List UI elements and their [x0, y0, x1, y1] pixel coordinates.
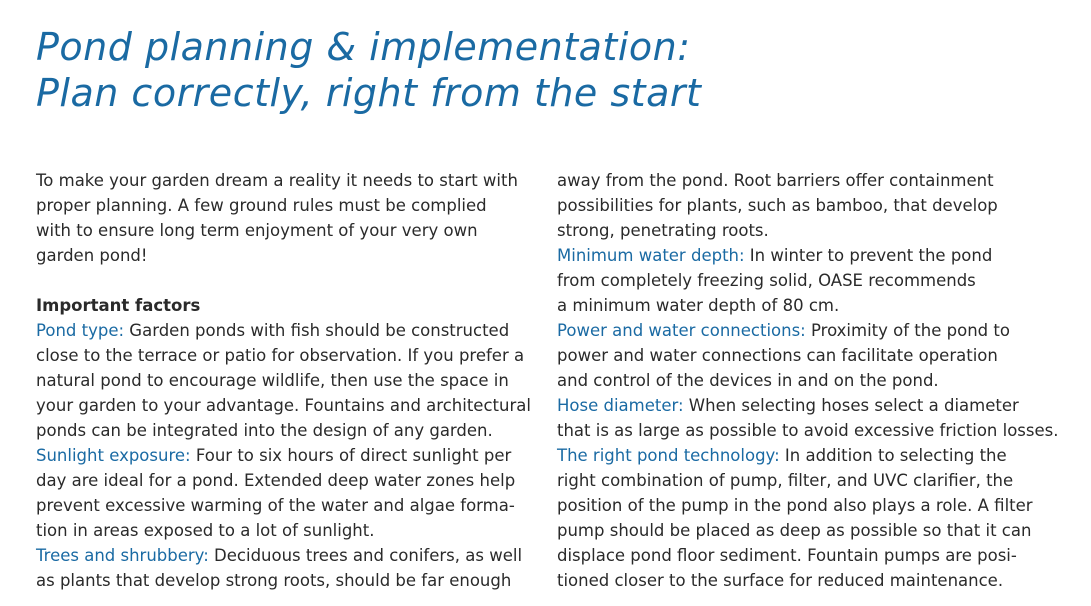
technology-paragraph-start [557, 443, 1077, 468]
hose-term: Hose diameter: [557, 396, 684, 415]
section-heading: Important factors [36, 296, 201, 315]
hose-line: that is as large as possible to avoid excessive friction losses. [557, 421, 1059, 440]
min-depth-paragraph-start [557, 243, 1077, 268]
intro-line: To make your garden dream a reality it needs to start with [36, 171, 518, 190]
trees-text: Deciduous trees and conifers, as well [208, 546, 523, 565]
power-line: and control of the devices in and on the pond. [557, 371, 939, 390]
intro-line: proper planning. A few ground rules must be complied [36, 196, 487, 215]
trees-term: Trees and shrubbery: [36, 546, 209, 565]
title-line-1: Pond planning & implementation: [36, 25, 691, 69]
right-column [557, 168, 1077, 593]
sunlight-text: Four to six hours of direct sunlight per [190, 446, 512, 465]
trees-paragraph-start [36, 543, 540, 568]
sunlight-paragraph-start [36, 443, 540, 468]
pond-type-text: Garden ponds with fish should be constructed [124, 321, 510, 340]
technology-line: right combination of pump, filter, and UVC clarifier, the [557, 471, 1014, 490]
sunlight-line: prevent excessive warming of the water and algae forma- [36, 496, 515, 515]
page-title [36, 24, 701, 116]
pond-type-line: your garden to your advantage. Fountains and architectural [36, 396, 531, 415]
power-line: power and water connections can facilitate operation [557, 346, 998, 365]
min-depth-text: In winter to prevent the pond [744, 246, 993, 265]
pond-type-term: Pond type: [36, 321, 125, 340]
hose-text: When selecting hoses select a diameter [683, 396, 1019, 415]
continuation-line: away from the pond. Root barriers offer containment [557, 171, 994, 190]
left-column [36, 168, 540, 593]
power-term: Power and water connections: [557, 321, 806, 340]
technology-text: In addition to selecting the [779, 446, 1007, 465]
technology-term: The right pond technology: [557, 446, 780, 465]
intro-line: with to ensure long term enjoyment of your very own [36, 221, 478, 240]
sunlight-line: day are ideal for a pond. Extended deep water zones help [36, 471, 516, 490]
pond-type-line: close to the terrace or patio for observation. If you prefer a [36, 346, 525, 365]
technology-line: tioned closer to the surface for reduced maintenance. [557, 571, 1004, 590]
trees-line: as plants that develop strong roots, should be far enough [36, 571, 512, 590]
continuation-line: possibilities for plants, such as bamboo, that develop [557, 196, 998, 215]
pond-type-paragraph-start [36, 318, 540, 343]
power-text: Proximity of the pond to [805, 321, 1010, 340]
sunlight-line: tion in areas exposed to a lot of sunlight. [36, 521, 375, 540]
power-paragraph-start [557, 318, 1077, 343]
continuation-line: strong, penetrating roots. [557, 221, 769, 240]
min-depth-line: from completely freezing solid, OASE recommends [557, 271, 976, 290]
title-line-2: Plan correctly, right from the start [36, 71, 702, 115]
sunlight-term: Sunlight exposure: [36, 446, 191, 465]
min-depth-line: a minimum water depth of 80 cm. [557, 296, 840, 315]
pond-type-line: natural pond to encourage wildlife, then use the space in [36, 371, 509, 390]
min-depth-term: Minimum water depth: [557, 246, 745, 265]
intro-line: garden pond! [36, 246, 148, 265]
pond-type-line: ponds can be integrated into the design of any garden. [36, 421, 493, 440]
technology-line: displace pond floor sediment. Fountain pumps are posi- [557, 546, 1017, 565]
hose-paragraph-start [557, 393, 1077, 418]
technology-line: pump should be placed as deep as possible so that it can [557, 521, 1032, 540]
paragraph-spacer [36, 268, 540, 293]
technology-line: position of the pump in the pond also plays a role. A filter [557, 496, 1033, 515]
